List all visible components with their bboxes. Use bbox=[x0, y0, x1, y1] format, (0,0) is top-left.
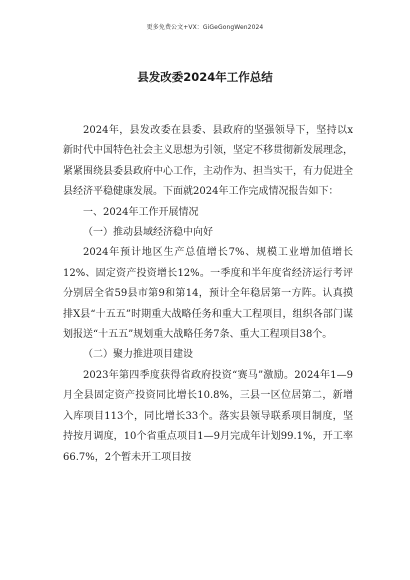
body-paragraph: 2023年第四季度获得省政府投资“赛马”激励。2024年1—9月全县固定资产投资同比增长10.8%，三县一区位居第二，新增入库项目113个，同比增长33个。落实县领导联系项目制度，坚持按月调度，10个省重点项目1—9月完成年计划99.1%，开工率66.7%，2个暂未开工项目按 bbox=[63, 369, 353, 463]
body-paragraph: 2024年预计地区生产总值增长7%、规模工业增加值增长12%、固定资产投资增长12%。一季度和半年度省经济运行考评分别居全省59县市第9和第14，预计全年稳居第一方阵。认真摸排X县“十五五”时期重大战略任务和重大工程项目，组织各部门谋划报送“十五五”规划重大战略任务7条、重大工程项目38个。 bbox=[63, 247, 353, 341]
subsection-heading: （一）推动县域经济稳中向好 bbox=[83, 227, 213, 239]
header-note: 更多免费公文+VX：GiGeGongWen2024 bbox=[146, 24, 264, 31]
document-title: 县发改委2024年工作总结 bbox=[137, 70, 273, 84]
intro-paragraph: 2024年，县发改委在县委、县政府的坚强领导下，坚持以x新时代中国特色社会主义思想为引领，坚定不移贯彻新发展理念，紧紧围绕县委县政府中心工作，主动作为、担当实干，有力促进全县经济平稳健康发展。下面就2024年工作完成情况报告如下： bbox=[63, 125, 353, 198]
section-heading: 一、2024年工作开展情况 bbox=[83, 206, 199, 218]
document-body bbox=[63, 121, 353, 468]
subsection-heading: （二）聚力推进项目建设 bbox=[83, 349, 193, 361]
